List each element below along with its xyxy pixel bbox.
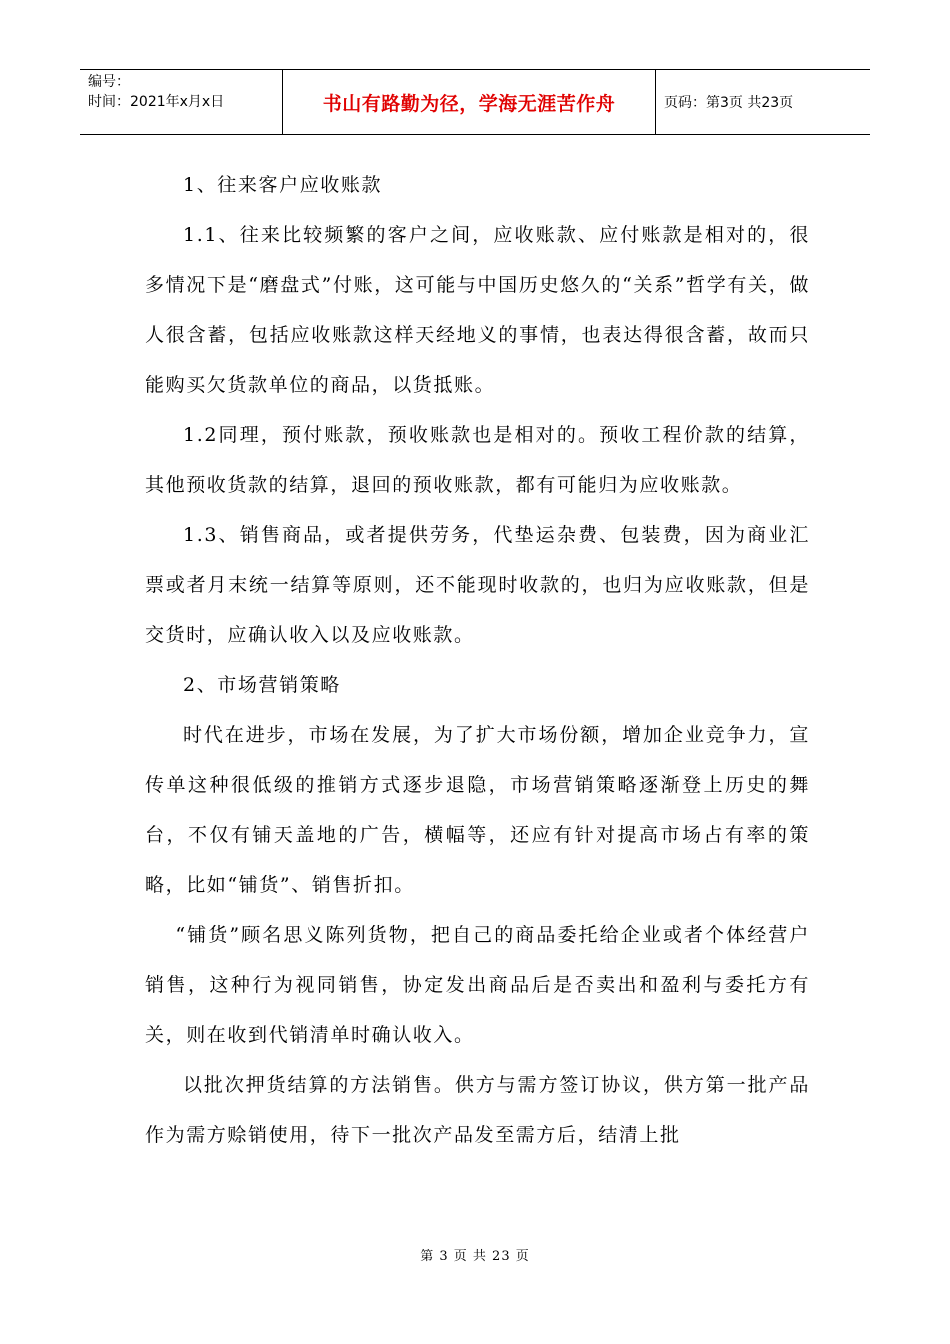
header-motto: 书山有路勤为径，学海无涯苦作舟 [283,70,656,134]
document-header [80,69,870,135]
header-page-info: 页码：第3页 共23页 [664,95,794,111]
paragraph-1-1: 1.1、往来比较频繁的客户之间，应收账款、应付账款是相对的，很多情况下是“磨盘式”付账，这可能与中国历史悠久的“关系”哲学有关，做人很含蓄，包括应收账款这样天经地义的事情，也表达得很含蓄，故而只能购买欠货款单位的商品，以货抵账。 [145,224,810,396]
paragraph-2-consignment: “铺货”顾名思义陈列货物，把自己的商品委托给企业或者个体经营户销售，这种行为视同销售，协定发出商品后是否卖出和盈利与委托方有关，则在收到代销清单时确认收入。 [145,924,810,1046]
document-number-label: 编号： [88,74,130,90]
document-date: 时间：2021年x月x日 [88,94,225,110]
page-footer: 第 3 页 共 23 页 [420,1249,530,1264]
document-body [145,160,810,1160]
paragraph-1-3: 1.3、销售商品，或者提供劳务，代垫运杂费、包装费，因为商业汇票或者月末统一结算等原则，还不能现时收款的，也归为应收账款，但是交货时，应确认收入以及应收账款。 [145,524,810,646]
section-heading-2: 2、市场营销策略 [183,674,341,696]
paragraph-2-intro: 时代在进步，市场在发展，为了扩大市场份额，增加企业竞争力，宣传单这种很低级的推销方式逐步退隐，市场营销策略逐渐登上历史的舞台，不仅有铺天盖地的广告，横幅等，还应有针对提高市场占有率的策略，比如“铺货”、销售折扣。 [145,724,810,896]
paragraph-1-2: 1.2同理，预付账款，预收账款也是相对的。预收工程价款的结算，其他预收货款的结算，退回的预收账款，都有可能归为应收账款。 [145,424,810,496]
section-heading-1: 1、往来客户应收账款 [183,174,383,196]
paragraph-2-batch: 以批次押货结算的方法销售。供方与需方签订协议，供方第一批产品作为需方赊销使用，待下一批次产品发至需方后，结清上批 [145,1074,810,1146]
header-meta-cell [80,70,283,134]
